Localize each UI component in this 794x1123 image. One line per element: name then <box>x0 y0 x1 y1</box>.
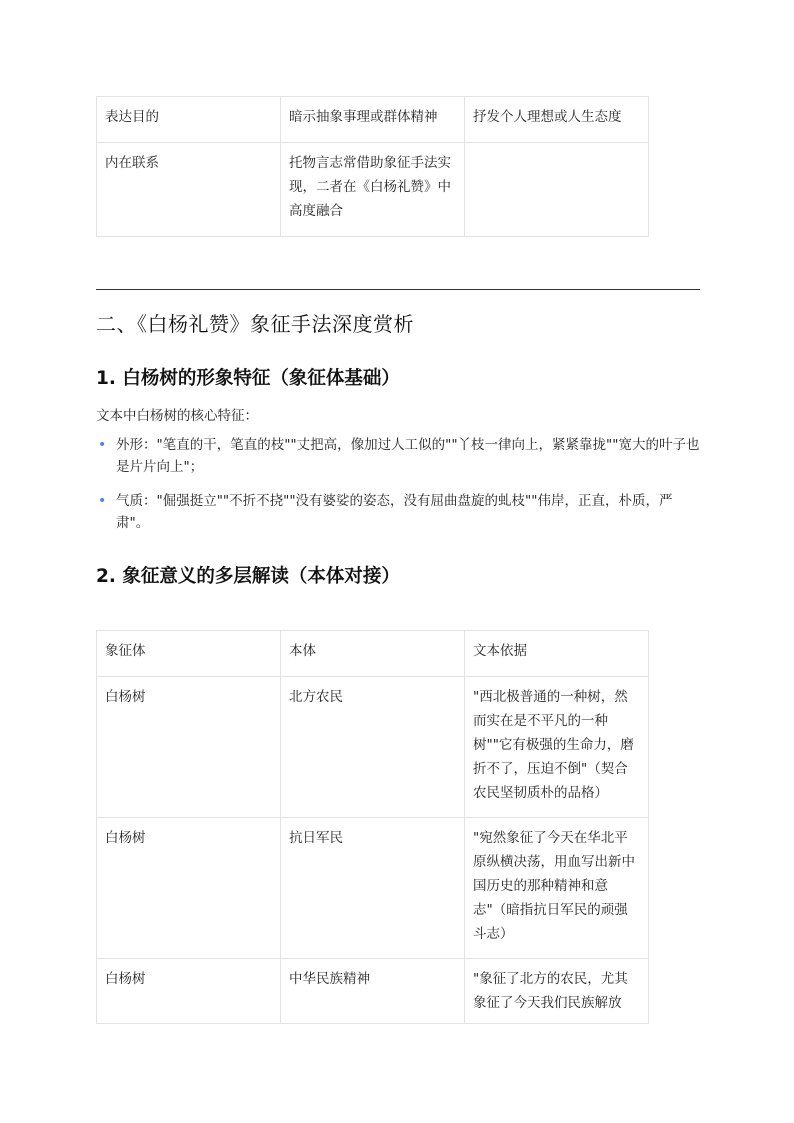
list-item-text: 外形："笔直的干，笔直的枝""丈把高，像加过人工似的""丫枝一律向上，紧紧靠拢""宽大的叶子也是片片向上"； <box>116 437 700 475</box>
table-cell: 白杨树 <box>97 677 281 818</box>
table-header-cell: 象征体 <box>97 631 281 677</box>
table-cell: 托物言志常借助象征手法实现，二者在《白杨礼赞》中高度融合 <box>281 143 465 237</box>
table-row <box>97 959 649 1024</box>
subsection-heading: 2. 象征意义的多层解读（本体对接） <box>96 566 400 587</box>
table-cell: "象征了北方的农民，尤其象征了今天我们民族解放 <box>465 959 649 1024</box>
list-item <box>96 490 700 534</box>
bullet-icon: • <box>98 437 107 453</box>
table-cell: 北方农民 <box>281 677 465 818</box>
horizontal-rule <box>96 289 700 290</box>
bullet-icon: • <box>98 493 107 509</box>
table-cell: 内在联系 <box>97 143 281 237</box>
table-cell: 白杨树 <box>97 818 281 959</box>
list-item <box>96 434 700 478</box>
intro-paragraph: 文本中白杨树的核心特征： <box>96 408 258 424</box>
table-row <box>97 143 649 237</box>
table-cell: "宛然象征了今天在华北平原纵横决荡，用血写出新中国历史的那种精神和意志"（暗指抗日军民的顽强斗志） <box>465 818 649 959</box>
table-cell: 抗日军民 <box>281 818 465 959</box>
table-row <box>97 677 649 818</box>
symbolism-table <box>96 630 649 1024</box>
subsection-heading: 1. 白杨树的形象特征（象征体基础） <box>96 368 400 389</box>
table-cell: 暗示抽象事理或群体精神 <box>281 97 465 143</box>
table-row <box>97 818 649 959</box>
table-cell: 白杨树 <box>97 959 281 1024</box>
comparison-table <box>96 96 649 237</box>
table-cell: 中华民族精神 <box>281 959 465 1024</box>
table-cell: 表达目的 <box>97 97 281 143</box>
table-header-cell: 本体 <box>281 631 465 677</box>
table-row <box>97 97 649 143</box>
table-cell: 抒发个人理想或人生态度 <box>465 97 649 143</box>
table-cell <box>465 143 649 237</box>
section-title: 二、《白杨礼赞》象征手法深度赏析 <box>96 312 414 336</box>
feature-list <box>96 434 700 546</box>
table-header-row <box>97 631 649 677</box>
table-cell: "西北极普通的一种树，然而实在是不平凡的一种树""它有极强的生命力，磨折不了，压迫不倒"（契合农民坚韧质朴的品格） <box>465 677 649 818</box>
table-header-cell: 文本依据 <box>465 631 649 677</box>
list-item-text: 气质："倔强挺立""不折不挠""没有婆娑的姿态，没有屈曲盘旋的虬枝""伟岸，正直，朴质，严肃"。 <box>116 493 673 531</box>
